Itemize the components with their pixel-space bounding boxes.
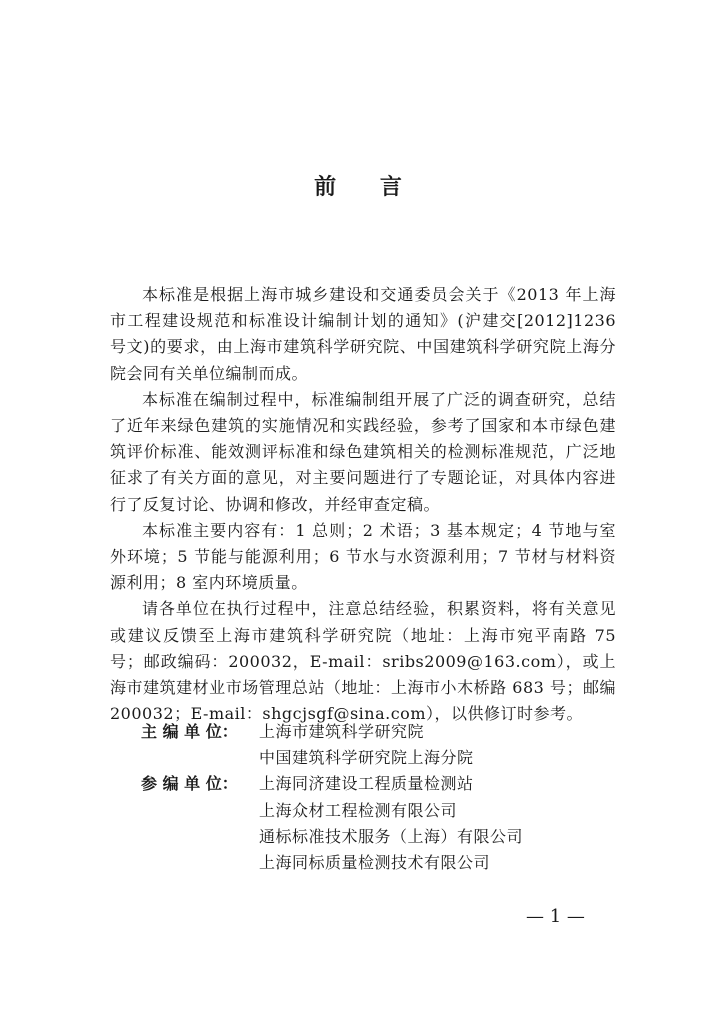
chief-editor-item: 中国建筑科学研究院上海分院 — [259, 748, 474, 768]
co-editor-item: 上海众材工程检测有限公司 — [259, 800, 458, 820]
page-title: 前 言 — [314, 175, 420, 200]
co-editor-item: 通标标准技术服务（上海）有限公司 — [259, 826, 524, 846]
paragraph-feedback: 请各单位在执行过程中，注意总结经验，积累资料，将有关意见或建议反馈至上海市建筑科学研究院（地址：上海市宛平南路 75 号；邮政编码：200032，E-mail：sribs2009@163.com），或上海市建筑建材业市场管理总站（地址：上海市小木桥路 683 号；邮编 200032；E-mail：shgcjsgf@sina.com），以供修订时参考。 — [110, 599, 616, 724]
paragraph-basis: 本标准是根据上海市城乡建设和交通委员会关于《2013 年上海市工程建设规范和标准设计编制计划的通知》(沪建交[2012]1236 号文)的要求，由上海市建筑科学研究院、中国建筑科学研究院上海分院会同有关单位编制而成。 — [110, 285, 616, 383]
co-editors — [141, 771, 611, 876]
page-number: — 1 — — [526, 906, 585, 927]
co-editors-label: 参 编 单 位： — [141, 774, 238, 794]
chief-editors-label: 主 编 单 位： — [141, 722, 238, 741]
preface-body — [110, 282, 616, 727]
paragraph-contents: 本标准主要内容有：1 总则；2 术语；3 基本规定；4 节地与室外环境；5 节能与能源利用；6 节水与水资源利用；7 节材与材料资源利用；8 室内环境质量。 — [110, 520, 616, 593]
chief-editor-item: 上海市建筑科学研究院 — [259, 722, 425, 741]
chief-editors-list — [259, 719, 611, 771]
chief-editors — [141, 719, 611, 771]
editors-section — [141, 719, 611, 876]
co-editor-item: 上海同济建设工程质量检测站 — [259, 774, 474, 794]
co-editor-item: 上海同标质量检测技术有限公司 — [259, 853, 491, 873]
paragraph-process: 本标准在编制过程中，标准编制组开展了广泛的调查研究，总结了近年来绿色建筑的实施情况和实践经验，参考了国家和本市绿色建筑评价标准、能效测评标准和绿色建筑相关的检测标准规范，广泛地征求了有关方面的意见，对主要问题进行了专题论证，对具体内容进行了反复讨论、协调和修改，并经审查定稿。 — [110, 389, 616, 514]
co-editors-list — [259, 771, 611, 876]
